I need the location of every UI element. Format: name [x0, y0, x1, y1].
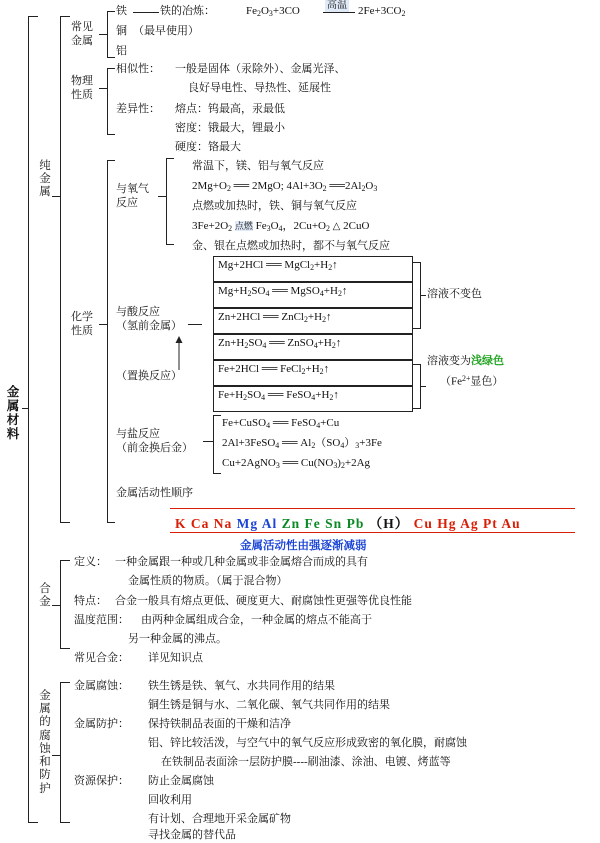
salt-brace: [213, 415, 214, 473]
corrosion-brace: [60, 682, 61, 822]
corrosion-resource-line2: 回收利用: [148, 794, 192, 806]
corrosion-rust-label: 金属腐蚀：: [74, 680, 129, 692]
oxygen-eq-fe: $3Fe+2O_2$ 点燃 $Fe_3O_4$，$2Cu+O_2$ △ 2CuO: [192, 220, 370, 233]
acid-eq-box-6: $Fe+H_2SO_4$ ══ $FeSO_4+H_2↑$: [213, 386, 413, 412]
branch-corrosion: 金属的腐蚀和防护: [39, 690, 51, 795]
iron-smelting-eq-right: $2Fe+3CO_2$: [358, 5, 406, 18]
acid-eq-box-4: $Zn+H_2SO_4$ ══ $ZnSO_4+H_2↑$: [213, 334, 413, 360]
corrosion-protect-line1: 保持铁制品表面的干燥和洁净: [148, 718, 291, 730]
acid-eq-box-2: $Mg+H_2SO_4$ ══ $MgSO_4+H_2↑$: [213, 282, 413, 308]
corrosion-protect-label: 金属防护：: [74, 718, 129, 730]
alloy-common-label: 常见合金：: [74, 652, 129, 664]
alloy-temp-line1: 由两种金属组成合金，一种金属的熔点不能高于: [141, 614, 372, 626]
label-chemical-properties: 化学 性质: [71, 311, 93, 338]
note-solution-colorless: 溶液不变色: [427, 288, 482, 300]
corrosion-rust-line2: 铜生锈是铜与水、二氧化碳、氧气共同作用的结果: [148, 699, 390, 711]
salt-eq-3: Cu+2AgNO$_3$ ══ $Cu(NO_3)_2+2Ag$: [222, 457, 371, 470]
salt-eq-1: Fe+CuSO$_4$ ══ FeSO$_4$+Cu: [222, 417, 340, 430]
label-activity-series: 金属活动性顺序: [116, 487, 193, 499]
label-replacement-reaction: （置换反应）: [116, 370, 182, 382]
oxygen-line-5: 金、银在点燃或加热时，都不与氧气反应: [192, 240, 390, 252]
alloy-definition-label: 定义：: [74, 556, 107, 568]
corrosion-protect-line3: 在铁制品表面涂一层防护膜----刷油漆、涂油、电镀、烤蓝等: [161, 756, 451, 768]
acid-arrow: [174, 336, 184, 373]
note-solution-green: [427, 355, 504, 369]
difference-line3: 硬度：铬最大: [175, 141, 241, 153]
acid-eq-box-3: Zn+2HCl ══ $ZnCl_2+H_2↑$: [213, 308, 413, 334]
alloy-definition-line2: 金属性质的物质。（属于混合物）: [128, 575, 288, 587]
difference-line1: 熔点：钨最高，汞最低: [175, 103, 285, 115]
chemical-brace: [107, 160, 108, 522]
corrosion-resource-line4: 寻找金属的替代品: [148, 829, 236, 841]
corrosion-resource-line3: 有计划、合理地开采金属矿物: [148, 813, 291, 825]
oxygen-eq-mg: $2Mg+O_2$ ══ 2MgO; $4Al+3O_2$ $══2Al_2O_3$: [192, 180, 378, 193]
page-title: 金属材料: [6, 385, 20, 441]
alloy-common-text: 详见知识点: [148, 652, 203, 664]
branch-alloy: 合金: [39, 583, 51, 609]
note-green-prefix: 溶液变为: [427, 355, 471, 367]
corrosion-resource-label: 资源保护：: [74, 775, 129, 787]
pure-metal-brace: [60, 16, 61, 522]
corrosion-resource-line1: 防止金属腐蚀: [148, 775, 214, 787]
label-react-oxygen: 与氧气 反应: [116, 183, 149, 210]
alloy-feature-line1: 合金一般具有熔点更低、硬度更大、耐腐蚀性更强等优良性能: [115, 595, 412, 607]
similarity-line2: 良好导电性、导热性、延展性: [188, 82, 331, 94]
root-brace: [28, 16, 29, 822]
corrosion-protect-line2: 铝、锌比较活泼，与空气中的氧气反应形成致密的氧化膜，耐腐蚀: [148, 737, 467, 749]
activity-rule-top: [170, 508, 575, 509]
note-green-sub: （$Fe^{2+}$显色）: [440, 374, 504, 388]
acid-eq-box-1: Mg+2HCl ══ $MgCl_2+H_2↑$: [213, 256, 413, 282]
similarity-line1: 一般是固体（汞除外）、金属光泽、: [175, 63, 346, 75]
corrosion-rust-line1: 铁生锈是铁、氧气、水共同作用的结果: [148, 680, 335, 692]
note-green-highlight: 浅绿色: [471, 355, 504, 367]
iron-smelting-condition: 高温: [327, 0, 347, 11]
iron-smelting-label: 铁的冶炼：: [160, 5, 215, 17]
common-metal-copper: 铜: [116, 25, 127, 37]
alloy-temp-line2: 另一种金属的沸点。: [128, 633, 227, 645]
label-common-metals: 常见 金属: [71, 21, 93, 48]
activity-rule-bottom: [170, 532, 575, 533]
difference-line2: 密度：锇最大，锂最小: [175, 122, 285, 134]
activity-series-caption: 金属活动性由强逐渐减弱: [240, 540, 367, 552]
branch-pure-metal: 纯金属: [39, 160, 51, 199]
iron-smelting-eq-left: $Fe_2O_3+3CO$: [246, 5, 300, 18]
oxygen-line-3: 点燃或加热时，铁、铜与氧气反应: [192, 200, 357, 212]
alloy-feature-label: 特点：: [74, 595, 107, 607]
oxygen-line-1: 常温下，镁、铝与氧气反应: [192, 160, 324, 172]
activity-series-sequence: K Ca Na Mg Al Zn Fe Sn Pb （H） Cu Hg Ag Pt Au: [175, 516, 521, 531]
common-metals-brace: [107, 11, 108, 57]
difference-label: 差异性：: [116, 103, 160, 115]
similarity-label: 相似性：: [116, 63, 160, 75]
alloy-temp-label: 温度范围：: [74, 614, 129, 626]
alloy-brace: [60, 560, 61, 648]
oxygen-brace: [166, 158, 167, 244]
common-metal-aluminum: 铝: [116, 45, 127, 57]
acid-eq-box-5: Fe+2HCl ══ $FeCl_2+H_2↑$: [213, 360, 413, 386]
label-react-acid: 与酸反应 （氢前金属）: [116, 306, 182, 333]
salt-eq-2: 2Al+3FeSO$_4$ ══ $Al_2(SO_4)_3+3Fe$: [222, 437, 382, 450]
label-physical-properties: 物理 性质: [71, 75, 93, 102]
common-metal-iron: 铁: [116, 5, 127, 17]
copper-note: （最早使用）: [133, 25, 199, 37]
alloy-definition-line1: 一种金属跟一种或几种金属或非金属熔合而成的具有: [115, 556, 368, 568]
physical-brace: [107, 68, 108, 134]
label-react-salt: 与盐反应 （前金换后金）: [116, 428, 193, 455]
